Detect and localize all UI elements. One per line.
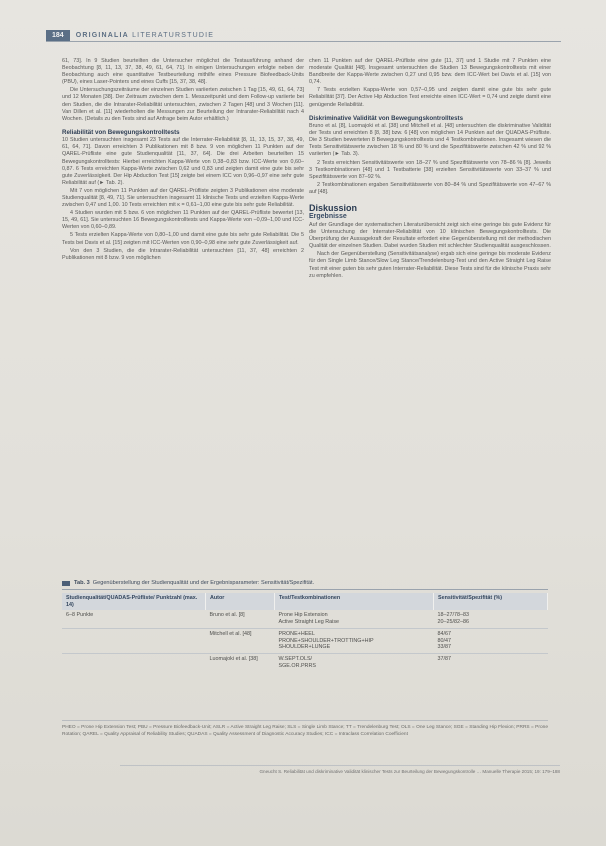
table-row [62, 628, 548, 653]
paragraph: 5 Tests erzielten Kappa-Werte von 0,80–1,00 und damit eine gute bis sehr gute Reliabilität. Die 5 Tests bei Davis et al. [15] zeigten mit ICC-Werten von 0,90–0,98 eine sehr gute Zuverlässigkeit auf. [62, 232, 304, 246]
section-label: ORIGINALIA [75, 31, 129, 39]
table-caption-text: Gegenüberstellung der Studienqualität und der Ergebnisparameter: Sensitivität/Spezifität. [92, 580, 315, 586]
table-cell-test: W.SEPT.OLS/ SGE.OR.PRRS [275, 654, 434, 672]
left-column [62, 58, 304, 263]
subsection-label: LITERATURSTUDIE [132, 31, 215, 39]
paragraph: 2 Tests erreichten Sensitivitätswerte von 18–27 % und Spezifitätswerte von 78–86 % [8]. Jeweils 3 Testkombinationen [48] und 1 Testbatterie [38] erzielten Sensitivitätswerte von 33–37 % und Spezifitätswerte von 87–92 %. [309, 159, 551, 180]
heading-reliability: Reliabilität von Bewegungskontrolltests [62, 128, 180, 136]
paragraph: 4 Studien wurden mit 5 bzw. 6 von möglichen 11 Punkten auf der QAREL-Prüfliste bewertet [13, 15, 49, 61]. Sie untersuchten 16 Bewegungskontrolltests und Kappa-Werte von –0,09–1,00 und ICC-Werten von 0,60–0,89. [62, 210, 304, 231]
table-cell-test: PRONE+HEEL PRONE+SHOULDER+TROTTING+HIP SHOULDER+LUNGE [275, 628, 434, 653]
heading-results: Ergebnisse [309, 213, 347, 220]
paragraph: Nach der Gegenüberstellung (Sensitivitätsanalyse) ergab sich eine geringe bis moderate Evidenz für den Single Limb Stance/Slow Leg Stance/Trendelenburg-Test und den Active Straight Leg Raise Test mit einer guten bis sehr guten Interrater-Reliabilität. Diese Tests sind für die klinische Praxis sehr zu empfehlen. [309, 251, 551, 279]
right-column [309, 58, 551, 281]
table-cell-author: Luomajoki et al. [38] [206, 654, 275, 672]
header-sensitivity: Sensitivität/Spezifität (%) [434, 593, 548, 610]
table-cell-quality [62, 628, 206, 653]
paragraph: Bruno et al. [8], Luomajoki et al. [38] und Mitchell et al. [48] untersuchten die diskriminative Validität der Tests und erreichten 8 [8, 38] bzw. 6 [48] von möglichen 14 Punkten auf der QUADAS-Prüfliste. Die 3 Studien bewerteten 8 Bewegungskontrolltests und 4 Testkombinationen. Insgesamt wiesen die Tests Sensitivitätswerte zwischen 18 % und 80 % und die Spezifitätswerte zwischen 42 % und 92 % variierten (► Tab. 3). [309, 123, 551, 158]
paragraph: chen 11 Punkten auf der QAREL-Prüfliste eine gute [11, 37] und 1 Studie mit 7 Punkten eine moderate Qualität [48]. Insgesamt untersuchten die Studien 13 Bewegungskontrolltests mit einer Bandbreite der Kappa-Werte zwischen 0,27 und 0,95 bzw. dem ICC-Wert bei Davis et al. [15] von 0,74. [309, 58, 551, 86]
table-cell-author: Bruno et al. [8] [209, 612, 245, 619]
table-body [62, 610, 548, 672]
table-cell-test: Prone Hip Extension Active Straight Leg Raise [278, 612, 340, 625]
paragraph: Auf der Grundlage der systematischen Literaturübersicht zeigt sich eine geringe bis gute Evidenz für die Untersuchung der Interrater-Reliabilität von 10 klinischen Bewegungskontrolltests. Die Überprüfung der Aussagekraft der Resultate erfordert eine Gegenüberstellung mit der methodischen Qualität der einzelnen Studien. Dabei wurden Studien mit schlechter Studienqualität ausgeschlossen. [309, 222, 551, 250]
page-footer: Gneucht S. Reliabilität und diskriminative Validität klinischer Tests zur Beurteilung der Bewegungskontrolle … Manuelle Therapie 2015; 19: 179–188 [120, 765, 560, 774]
header-test: Test/Testkombinationen [275, 593, 434, 610]
header-rule [46, 41, 561, 42]
paragraph: 10 Studien untersuchten insgesamt 23 Tests auf die Interrater-Reliabilität [8, 11, 13, 15, 37, 38, 49, 61, 64, 71]. Davon erreichten 3 Publikationen mit 8 bzw. 9 von möglichen 11 Punkten auf der QAREL-Prüfliste eine gute Studienqualität [11, 37, 64]. Die drei Arbeiten beurteilten 15 Bewegungskontrolltests: Hierbei erreichten Kappa-Werte von 0,38–0,83 bzw. ICC-Werte von 0,60–0,87. 6 Tests erreichten Kappa-Werte zwischen 0,62 und 0,83 und zeigten damit eine gute bis sehr gute Zuverlässigkeit. Der Hip Abduction Test [15] zeigte bei einem ICC von 0,96–0,97 eine sehr gute Reliabilität auf (► Tab. 2). [62, 137, 304, 186]
header-author: Autor [206, 593, 275, 610]
table-cell-quality: 6–8 Punkte [66, 612, 94, 619]
paragraph: 2 Testkombinationen ergaben Sensitivitätswerte von 80–84 % und Spezifitätswerte von 47–67 % auf [48]. [309, 181, 551, 195]
table-row [62, 654, 548, 672]
paragraph: 61, 73]. In 9 Studien beurteilten die Untersucher möglichst die Testausführung anhand der Beobachtung [8, 11, 13, 37, 38, 49, 61, 64, 71]. In einigen Untersuchungen erfolgte neben der Beobachtung auch eine quantitative Testbeurteilung mithilfe eines Pressure Biofeedback-Units (PBU), eines Laser-Pointers und eines Cuffs [15, 37, 38, 48]. [62, 58, 304, 86]
page-header [46, 29, 561, 41]
paragraph: Mit 7 von möglichen 11 Punkten auf der QAREL-Prüfliste zeigten 3 Publikationen eine moderate Studienqualität [8, 49, 71]. Sie untersuchten insgesamt 11 klinische Tests und erzielten Kappa-Werte zwischen 0,47 und 1,00. 10 Tests erreichten mit κ = 0,61–1,00 eine gute bis sehr gute Reliabilität. [62, 187, 304, 209]
paragraph: Von den 3 Studien, die die Intrarater-Reliabilität untersuchten [11, 37, 48] erreichten 2 Publikationen mit 8 bzw. 9 von möglichen [62, 247, 304, 261]
table-cell-quality [62, 654, 206, 672]
table-header-row [62, 593, 548, 610]
table-abbreviations: PHEO = Prone Hip Extension Test; PBU = Pressure Biofeedback-Unit; ASLR = Active Straight Leg Raise; SLS = Single Limb Stance; TT = Trendelenburg Test; OLS = One Leg Stance; SGE = Standing Hip Flexion; PRRS = Prone Rotation; QAREL = Quality Appraisal of Reliability Studies; QUADAS = Quality Assessment of Diagnostic Accuracy Studies; ICC = Intraclass Correlation Coefficient [62, 720, 548, 738]
data-table [62, 593, 548, 672]
table-cell-sens: 37/87 [434, 654, 548, 672]
table-caption [62, 580, 548, 590]
table-caption-label: Tab. 3 [74, 580, 90, 586]
paragraph: 7 Tests erzielten Kappa-Werte von 0,57–0,95 und zeigten damit eine gute bis sehr gute Reliabilität [37]. Der Active Hip Abduction Test erreichte einen ICC-Wert = 0,74 und zeigte damit eine genügende Reliabilität. [309, 87, 551, 108]
table-row [62, 610, 548, 628]
table-marker-icon [62, 581, 70, 586]
table-cell-sens: 18–27/78–83 20–25/82–86 [437, 612, 469, 625]
table-cell-author: Mitchell et al. [48] [206, 628, 275, 653]
page-number: 184 [46, 30, 70, 41]
table-cell-sens: 84/67 80/47 33/87 [434, 628, 548, 653]
header-quality: Studienqualität/QUADAS-Prüfliste/ Punktzahl (max. 14) [62, 593, 206, 610]
paragraph: Die Untersuchungszeiträume der einzelnen Studien variierten zwischen 1 Tag [15, 49, 61, 64, 73] und 12 Monaten [38]. Der Zeitraum zwischen dem 1. Messzeitpunkt und dem Follow-up variierte bei den Studien, die die Intrarater-Reliabilität untersuchten, zwischen 2 Tagen [48] und 3 Wochen [11]. Van Dillen et al. [11] wiederholten die Messungen zur Beurteilung der Intrarater-Reliabilität nach 4 Wochen. (Details zu den Tests sind auf Anfrage beim Autor erhältlich.) [62, 87, 304, 122]
table-3 [62, 580, 548, 672]
running-head [76, 32, 214, 39]
heading-discussion: Diskussion [309, 203, 358, 213]
heading-validity: Diskriminative Validität von Bewegungskontrolltests [309, 114, 464, 122]
